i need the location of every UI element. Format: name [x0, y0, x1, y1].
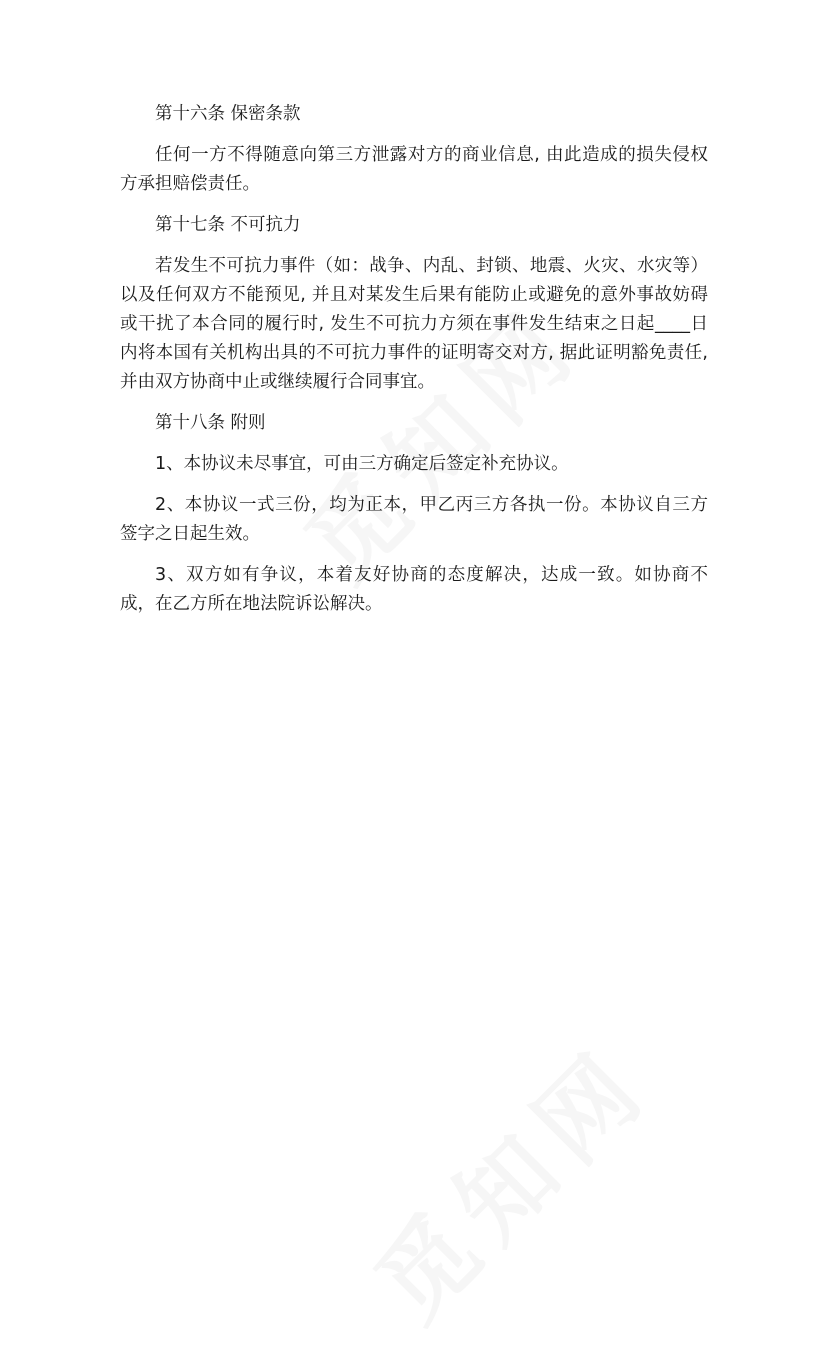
section-paragraph: 任何一方不得随意向第三方泄露对方的商业信息, 由此造成的损失侵权方承担赔偿责任。 [120, 145, 708, 194]
section-heading-16: 第十六条 保密条款 [155, 104, 301, 124]
section-paragraph: 若发生不可抗力事件（如：战争、内乱、封锁、地震、火灾、水灾等）以及任何双方不能预见, 并且对某发生后果有能防止或避免的意外事故妨碍或干扰了本合同的履行时, 发生不可抗力方须在事件发生结束之日起____日内将本国有关机构出具的不可抗力事件的证明寄交对方, 据此证明豁免责任, 并由双方协商中止或继续履行合同事宜。 [120, 256, 714, 392]
section-paragraph: 1、本协议未尽事宜，可由三方确定后签定补充协议。 [155, 454, 569, 474]
section-heading-17: 第十七条 不可抗力 [155, 215, 301, 235]
watermark [341, 1011, 675, 1345]
section-paragraph: 3、双方如有争议，本着友好协商的态度解决，达成一致。如协商不成，在乙方所在地法院诉讼解决。 [120, 565, 708, 614]
section-heading-18: 第十八条 附则 [155, 413, 266, 433]
document-body [120, 100, 714, 619]
section-paragraph: 2、本协议一式三份，均为正本，甲乙丙三方各执一份。本协议自三方签字之日起生效。 [120, 495, 708, 544]
